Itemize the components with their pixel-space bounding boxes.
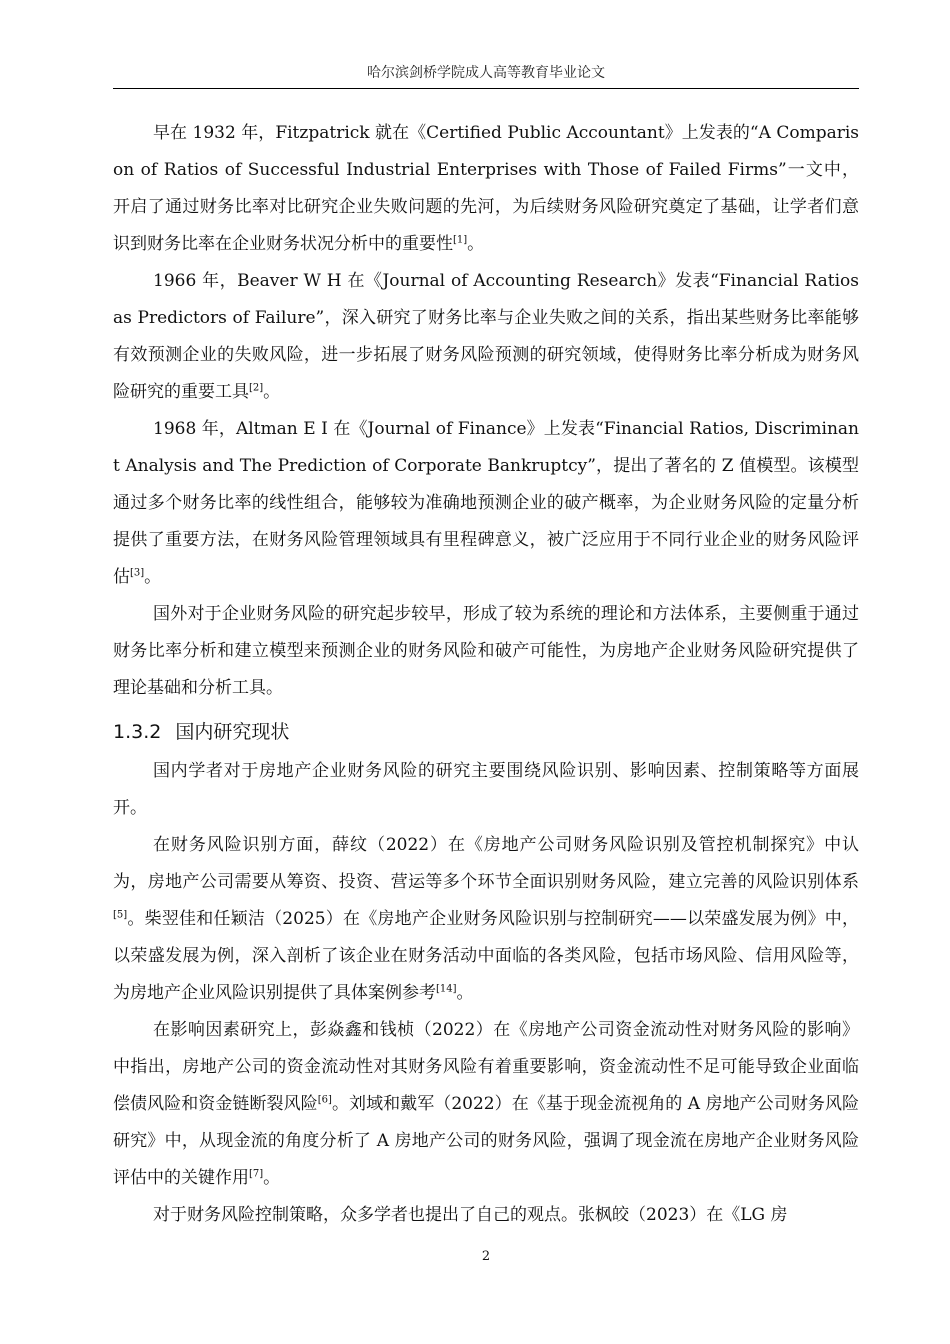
citation: [14]	[436, 983, 457, 995]
paragraph-text: 国外对于企业财务风险的研究起步较早，形成了较为系统的理论和方法体系，主要侧重于通过财务比率分析和建立模型来预测企业的财务风险和破产可能性，为房地产企业财务风险研究提供了理论基础和分析工具。	[113, 604, 859, 698]
section-heading	[113, 715, 859, 749]
paragraph	[113, 263, 859, 411]
section-title: 国内研究现状	[175, 721, 290, 743]
paragraph-text: 国内学者对于房地产企业财务风险的研究主要围绕风险识别、影响因素、控制策略等方面展开。	[113, 761, 859, 818]
section-number: 1.3.2	[113, 721, 162, 743]
body-content	[113, 115, 859, 1234]
paragraph-text: 1968 年，Altman E I 在《Journal of Finance》上发表“Financial Ratios, Discriminant Analysis and The Prediction of Corporate Bankruptcy”，提出了著名的 Z 值模型。该模型通过多个财务比率的线性组合，能够较为准确地预测企业的破产概率，为企业财务风险的定量分析提供了重要方法，在财务风险管理领域具有里程碑意义，被广泛应用于不同行业企业的财务风险评估	[113, 419, 859, 587]
paragraph-text: 早在 1932 年，Fitzpatrick 就在《Certified Public Accountant》上发表的“A Comparison of Ratios of Successful Industrial Enterprises with Those of Failed Firms”一文中，开启了通过财务比率对比研究企业失败问题的先河，为后续财务风险研究奠定了基础，让学者们意识到财务比率在企业财务状况分析中的重要性	[113, 123, 859, 254]
paragraph-end: 。	[263, 1168, 281, 1188]
page-number: 2	[481, 1249, 491, 1264]
citation: [3]	[130, 567, 145, 579]
paragraph-text: 在财务风险识别方面，薛纹（2022）在《房地产公司财务风险识别及管控机制探究》中认为，房地产公司需要从筹资、投资、营运等多个环节全面识别财务风险，建立完善的风险识别体系	[113, 835, 859, 892]
paragraph-text: 对于财务风险控制策略，众多学者也提出了自己的观点。张枫皎（2023）在《LG 房	[153, 1205, 788, 1225]
paragraph-text-continued: 。柴翌佳和任颖洁（2025）在《房地产企业财务风险识别与控制研究——以荣盛发展为例》中，以荣盛发展为例，深入剖析了该企业在财务活动中面临的各类风险，包括市场风险、信用风险等，为房地产企业风险识别提供了具体案例参考	[113, 909, 859, 1003]
paragraph-end: 。	[467, 234, 485, 254]
citation: [5]	[113, 909, 128, 921]
paragraph	[113, 596, 859, 707]
paragraph	[113, 1197, 859, 1234]
citation: [1]	[453, 234, 468, 246]
paragraph	[113, 753, 859, 827]
paragraph-end: 。	[144, 567, 162, 587]
paragraph-text: 在影响因素研究上，彭焱鑫和钱桢（2022）在《房地产公司资金流动性对财务风险的影响》中指出，房地产公司的资金流动性对其财务风险有着重要影响，资金流动性不足可能导致企业面临偿债风险和资金链断裂风险	[113, 1020, 859, 1114]
paragraph	[113, 115, 859, 263]
citation: [6]	[317, 1094, 332, 1106]
paragraph-text: 1966 年，Beaver W H 在《Journal of Accounting Research》发表“Financial Ratios as Predictors of Failure”，深入研究了财务比率与企业失败之间的关系，指出某些财务比率能够有效预测企业的失败风险，进一步拓展了财务风险预测的研究领域，使得财务比率分析成为财务风险研究的重要工具	[113, 271, 859, 402]
paragraph	[113, 827, 859, 1012]
header-divider	[113, 88, 859, 89]
paragraph	[113, 1012, 859, 1197]
citation: [7]	[249, 1168, 264, 1180]
paragraph-text-continued: 。刘域和戴军（2022）在《基于现金流视角的 A 房地产公司财务风险研究》中，从现金流的角度分析了 A 房地产公司的财务风险，强调了现金流在房地产企业财务风险评估中的关键作用	[113, 1094, 860, 1188]
paragraph-end: 。	[456, 983, 474, 1003]
paragraph-end: 。	[263, 382, 281, 402]
citation: [2]	[249, 382, 264, 394]
paragraph	[113, 411, 859, 596]
running-header: 哈尔滨剑桥学院成人高等教育毕业论文	[367, 65, 605, 81]
